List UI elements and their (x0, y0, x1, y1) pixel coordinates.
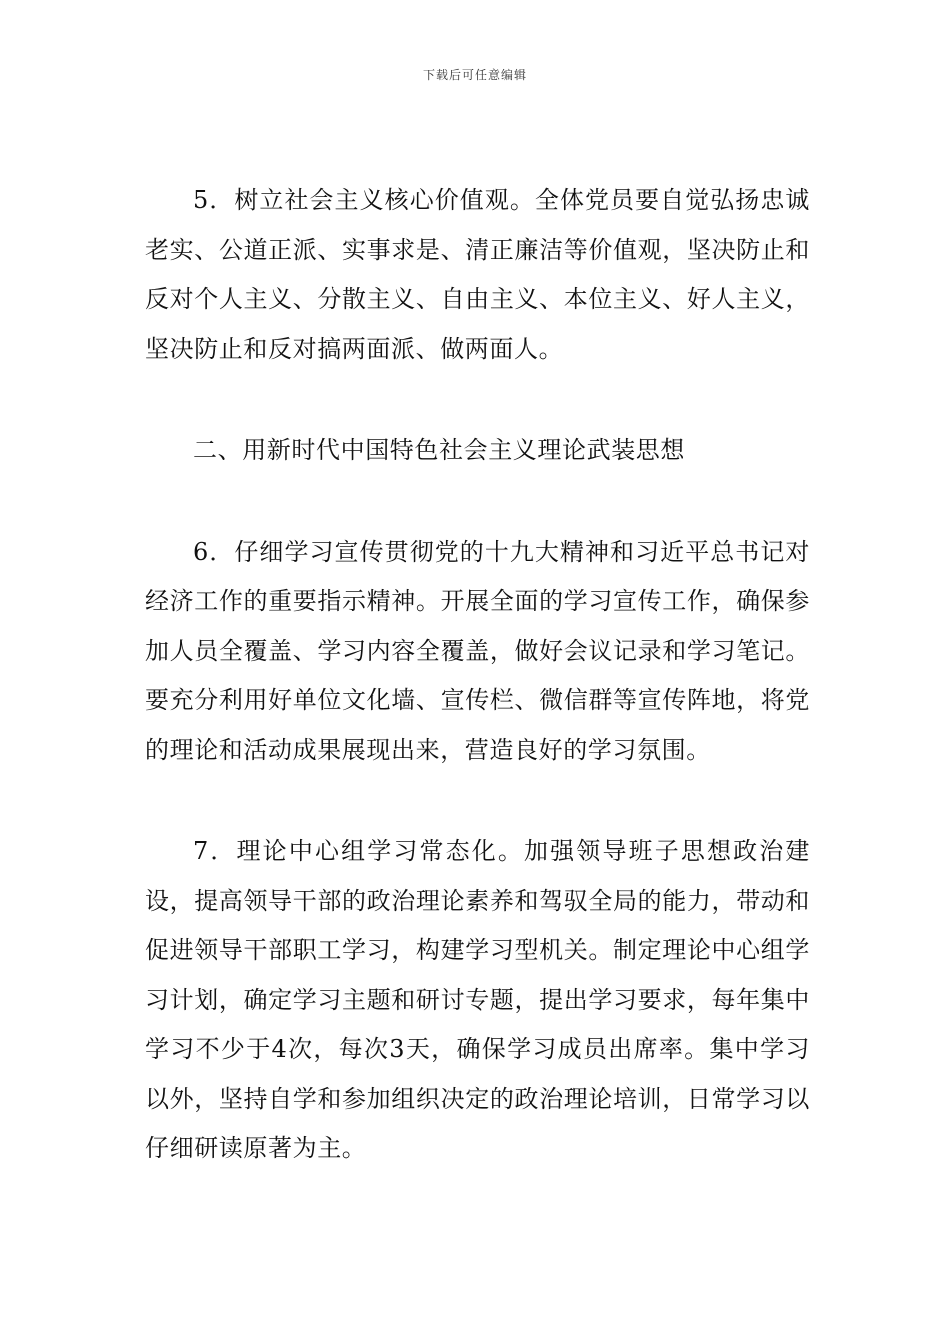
section-heading-2: 二、用新时代中国特色社会主义理论武装思想 (193, 436, 685, 464)
document-body (145, 176, 810, 1226)
paragraph-6: 6．仔细学习宣传贯彻党的十九大精神和习近平总书记对经济工作的重要指示精神。开展全面的学习宣传工作，确保参加人员全覆盖、学习内容全覆盖，做好会议记录和学习笔记。要充分利用好单位文化墙、宣传栏、微信群等宣传阵地，将党的理论和活动成果展现出来，营造良好的学习氛围。 (145, 537, 810, 764)
paragraph-5: 5．树立社会主义核心价值观。全体党员要自觉弘扬忠诚老实、公道正派、实事求是、清正廉洁等价值观，坚决防止和反对个人主义、分散主义、自由主义、本位主义、好人主义，坚决防止和反对搞两面派、做两面人。 (145, 186, 810, 363)
paragraph-7: 7．理论中心组学习常态化。加强领导班子思想政治建设，提高领导干部的政治理论素养和驾驭全局的能力，带动和促进领导干部职工学习，构建学习型机关。制定理论中心组学习计划，确定学习主题和研讨专题，提出学习要求，每年集中学习不少于4次，每次3天，确保学习成员出席率。集中学习以外，坚持自学和参加组织决定的政治理论培训，日常学习以仔细研读原著为主。 (145, 837, 810, 1162)
page-header-note: 下载后可任意编辑 (422, 68, 527, 82)
